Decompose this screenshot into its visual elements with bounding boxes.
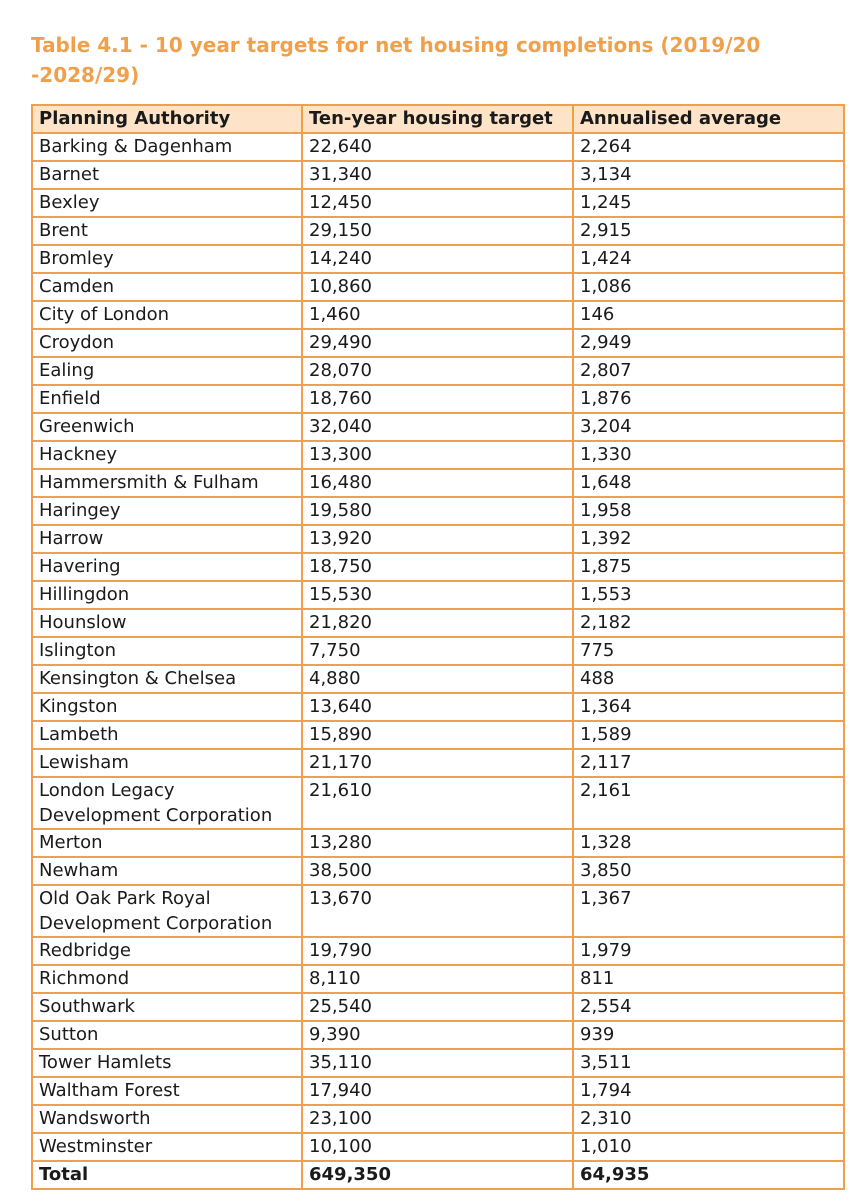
authority-cell: Islington bbox=[32, 637, 302, 665]
table-row bbox=[32, 161, 844, 189]
total-annualised-average-cell: 64,935 bbox=[573, 1161, 844, 1189]
ten-year-target-cell: 13,670 bbox=[302, 885, 573, 937]
table-row bbox=[32, 329, 844, 357]
table-row bbox=[32, 749, 844, 777]
ten-year-target-cell: 19,790 bbox=[302, 937, 573, 965]
table-row bbox=[32, 1133, 844, 1161]
annualised-average-cell: 2,161 bbox=[573, 777, 844, 829]
ten-year-target-cell: 13,280 bbox=[302, 829, 573, 857]
ten-year-target-cell: 18,760 bbox=[302, 385, 573, 413]
annualised-average-cell: 1,589 bbox=[573, 721, 844, 749]
ten-year-target-cell: 18,750 bbox=[302, 553, 573, 581]
ten-year-target-cell: 19,580 bbox=[302, 497, 573, 525]
authority-cell: Wandsworth bbox=[32, 1105, 302, 1133]
table-title: Table 4.1 - 10 year targets for net housing completions (2019/20 -2028/29) bbox=[31, 33, 761, 87]
table-row bbox=[32, 721, 844, 749]
annualised-average-cell: 1,086 bbox=[573, 273, 844, 301]
authority-cell: Enfield bbox=[32, 385, 302, 413]
header-planning-authority: Planning Authority bbox=[32, 105, 302, 133]
table-row bbox=[32, 885, 844, 937]
annualised-average-cell: 3,134 bbox=[573, 161, 844, 189]
authority-cell: Hillingdon bbox=[32, 581, 302, 609]
authority-cell: Bromley bbox=[32, 245, 302, 273]
table-row bbox=[32, 245, 844, 273]
authority-cell: Newham bbox=[32, 857, 302, 885]
total-row bbox=[32, 1161, 844, 1189]
annualised-average-cell: 2,182 bbox=[573, 609, 844, 637]
annualised-average-cell: 1,876 bbox=[573, 385, 844, 413]
annualised-average-cell: 1,364 bbox=[573, 693, 844, 721]
ten-year-target-cell: 35,110 bbox=[302, 1049, 573, 1077]
table-row bbox=[32, 469, 844, 497]
authority-cell: Ealing bbox=[32, 357, 302, 385]
authority-cell: Southwark bbox=[32, 993, 302, 1021]
ten-year-target-cell: 1,460 bbox=[302, 301, 573, 329]
annualised-average-cell: 1,330 bbox=[573, 441, 844, 469]
ten-year-target-cell: 12,450 bbox=[302, 189, 573, 217]
authority-cell: Havering bbox=[32, 553, 302, 581]
total-ten-year-target-cell: 649,350 bbox=[302, 1161, 573, 1189]
annualised-average-cell: 2,915 bbox=[573, 217, 844, 245]
annualised-average-cell: 2,949 bbox=[573, 329, 844, 357]
annualised-average-cell: 2,807 bbox=[573, 357, 844, 385]
annualised-average-cell: 775 bbox=[573, 637, 844, 665]
table-row bbox=[32, 857, 844, 885]
authority-cell: Hammersmith & Fulham bbox=[32, 469, 302, 497]
table-row bbox=[32, 553, 844, 581]
table-row bbox=[32, 665, 844, 693]
ten-year-target-cell: 13,920 bbox=[302, 525, 573, 553]
table-row bbox=[32, 777, 844, 829]
authority-cell: Hackney bbox=[32, 441, 302, 469]
table-row bbox=[32, 413, 844, 441]
annualised-average-cell: 1,875 bbox=[573, 553, 844, 581]
annualised-average-cell: 2,264 bbox=[573, 133, 844, 161]
authority-cell: Camden bbox=[32, 273, 302, 301]
annualised-average-cell: 2,554 bbox=[573, 993, 844, 1021]
ten-year-target-cell: 16,480 bbox=[302, 469, 573, 497]
annualised-average-cell: 1,958 bbox=[573, 497, 844, 525]
authority-cell: Hounslow bbox=[32, 609, 302, 637]
ten-year-target-cell: 15,890 bbox=[302, 721, 573, 749]
authority-cell: Harrow bbox=[32, 525, 302, 553]
ten-year-target-cell: 13,640 bbox=[302, 693, 573, 721]
annualised-average-cell: 2,117 bbox=[573, 749, 844, 777]
ten-year-target-cell: 31,340 bbox=[302, 161, 573, 189]
authority-cell: Barking & Dagenham bbox=[32, 133, 302, 161]
ten-year-target-cell: 15,530 bbox=[302, 581, 573, 609]
annualised-average-cell: 1,245 bbox=[573, 189, 844, 217]
table-row bbox=[32, 217, 844, 245]
authority-cell: Croydon bbox=[32, 329, 302, 357]
authority-cell: Kensington & Chelsea bbox=[32, 665, 302, 693]
table-row bbox=[32, 1049, 844, 1077]
table-row bbox=[32, 937, 844, 965]
authority-cell: Haringey bbox=[32, 497, 302, 525]
table-row bbox=[32, 133, 844, 161]
authority-cell: Kingston bbox=[32, 693, 302, 721]
ten-year-target-cell: 21,820 bbox=[302, 609, 573, 637]
table-row bbox=[32, 965, 844, 993]
ten-year-target-cell: 22,640 bbox=[302, 133, 573, 161]
annualised-average-cell: 146 bbox=[573, 301, 844, 329]
ten-year-target-cell: 14,240 bbox=[302, 245, 573, 273]
annualised-average-cell: 939 bbox=[573, 1021, 844, 1049]
annualised-average-cell: 1,424 bbox=[573, 245, 844, 273]
annualised-average-cell: 3,511 bbox=[573, 1049, 844, 1077]
annualised-average-cell: 811 bbox=[573, 965, 844, 993]
authority-cell: Waltham Forest bbox=[32, 1077, 302, 1105]
ten-year-target-cell: 25,540 bbox=[302, 993, 573, 1021]
authority-cell: City of London bbox=[32, 301, 302, 329]
ten-year-target-cell: 38,500 bbox=[302, 857, 573, 885]
authority-cell: Sutton bbox=[32, 1021, 302, 1049]
table-row bbox=[32, 273, 844, 301]
ten-year-target-cell: 21,170 bbox=[302, 749, 573, 777]
table-row bbox=[32, 441, 844, 469]
authority-cell: Lewisham bbox=[32, 749, 302, 777]
authority-cell: Merton bbox=[32, 829, 302, 857]
authority-cell: Richmond bbox=[32, 965, 302, 993]
ten-year-target-cell: 9,390 bbox=[302, 1021, 573, 1049]
ten-year-target-cell: 4,880 bbox=[302, 665, 573, 693]
annualised-average-cell: 1,648 bbox=[573, 469, 844, 497]
table-row bbox=[32, 189, 844, 217]
authority-cell: Westminster bbox=[32, 1133, 302, 1161]
annualised-average-cell: 1,328 bbox=[573, 829, 844, 857]
table-body bbox=[32, 133, 844, 1189]
annualised-average-cell: 1,979 bbox=[573, 937, 844, 965]
table-row bbox=[32, 693, 844, 721]
ten-year-target-cell: 7,750 bbox=[302, 637, 573, 665]
authority-cell: Tower Hamlets bbox=[32, 1049, 302, 1077]
table-row bbox=[32, 1105, 844, 1133]
table-row bbox=[32, 497, 844, 525]
table-row bbox=[32, 357, 844, 385]
annualised-average-cell: 1,010 bbox=[573, 1133, 844, 1161]
table-row bbox=[32, 525, 844, 553]
authority-cell: Redbridge bbox=[32, 937, 302, 965]
ten-year-target-cell: 32,040 bbox=[302, 413, 573, 441]
table-row bbox=[32, 581, 844, 609]
ten-year-target-cell: 13,300 bbox=[302, 441, 573, 469]
ten-year-target-cell: 10,100 bbox=[302, 1133, 573, 1161]
table-row bbox=[32, 829, 844, 857]
table-row bbox=[32, 609, 844, 637]
annualised-average-cell: 1,392 bbox=[573, 525, 844, 553]
ten-year-target-cell: 21,610 bbox=[302, 777, 573, 829]
annualised-average-cell: 2,310 bbox=[573, 1105, 844, 1133]
ten-year-target-cell: 28,070 bbox=[302, 357, 573, 385]
table-row bbox=[32, 1021, 844, 1049]
authority-cell: Brent bbox=[32, 217, 302, 245]
authority-cell: Old Oak Park Royal Development Corporation bbox=[32, 885, 302, 937]
annualised-average-cell: 3,850 bbox=[573, 857, 844, 885]
header-ten-year-target: Ten-year housing target bbox=[302, 105, 573, 133]
annualised-average-cell: 1,553 bbox=[573, 581, 844, 609]
table-row bbox=[32, 637, 844, 665]
ten-year-target-cell: 23,100 bbox=[302, 1105, 573, 1133]
annualised-average-cell: 488 bbox=[573, 665, 844, 693]
table-row bbox=[32, 301, 844, 329]
authority-cell: Barnet bbox=[32, 161, 302, 189]
annualised-average-cell: 1,367 bbox=[573, 885, 844, 937]
ten-year-target-cell: 29,150 bbox=[302, 217, 573, 245]
annualised-average-cell: 3,204 bbox=[573, 413, 844, 441]
table-row bbox=[32, 1077, 844, 1105]
authority-cell: Greenwich bbox=[32, 413, 302, 441]
total-label-cell: Total bbox=[32, 1161, 302, 1189]
ten-year-target-cell: 29,490 bbox=[302, 329, 573, 357]
annualised-average-cell: 1,794 bbox=[573, 1077, 844, 1105]
table-row bbox=[32, 385, 844, 413]
ten-year-target-cell: 17,940 bbox=[302, 1077, 573, 1105]
authority-cell: Lambeth bbox=[32, 721, 302, 749]
ten-year-target-cell: 10,860 bbox=[302, 273, 573, 301]
table-header-row bbox=[32, 105, 844, 133]
ten-year-target-cell: 8,110 bbox=[302, 965, 573, 993]
authority-cell: London Legacy Development Corporation bbox=[32, 777, 302, 829]
housing-targets-table bbox=[31, 104, 845, 1190]
table-row bbox=[32, 993, 844, 1021]
authority-cell: Bexley bbox=[32, 189, 302, 217]
header-annualised-average: Annualised average bbox=[573, 105, 844, 133]
